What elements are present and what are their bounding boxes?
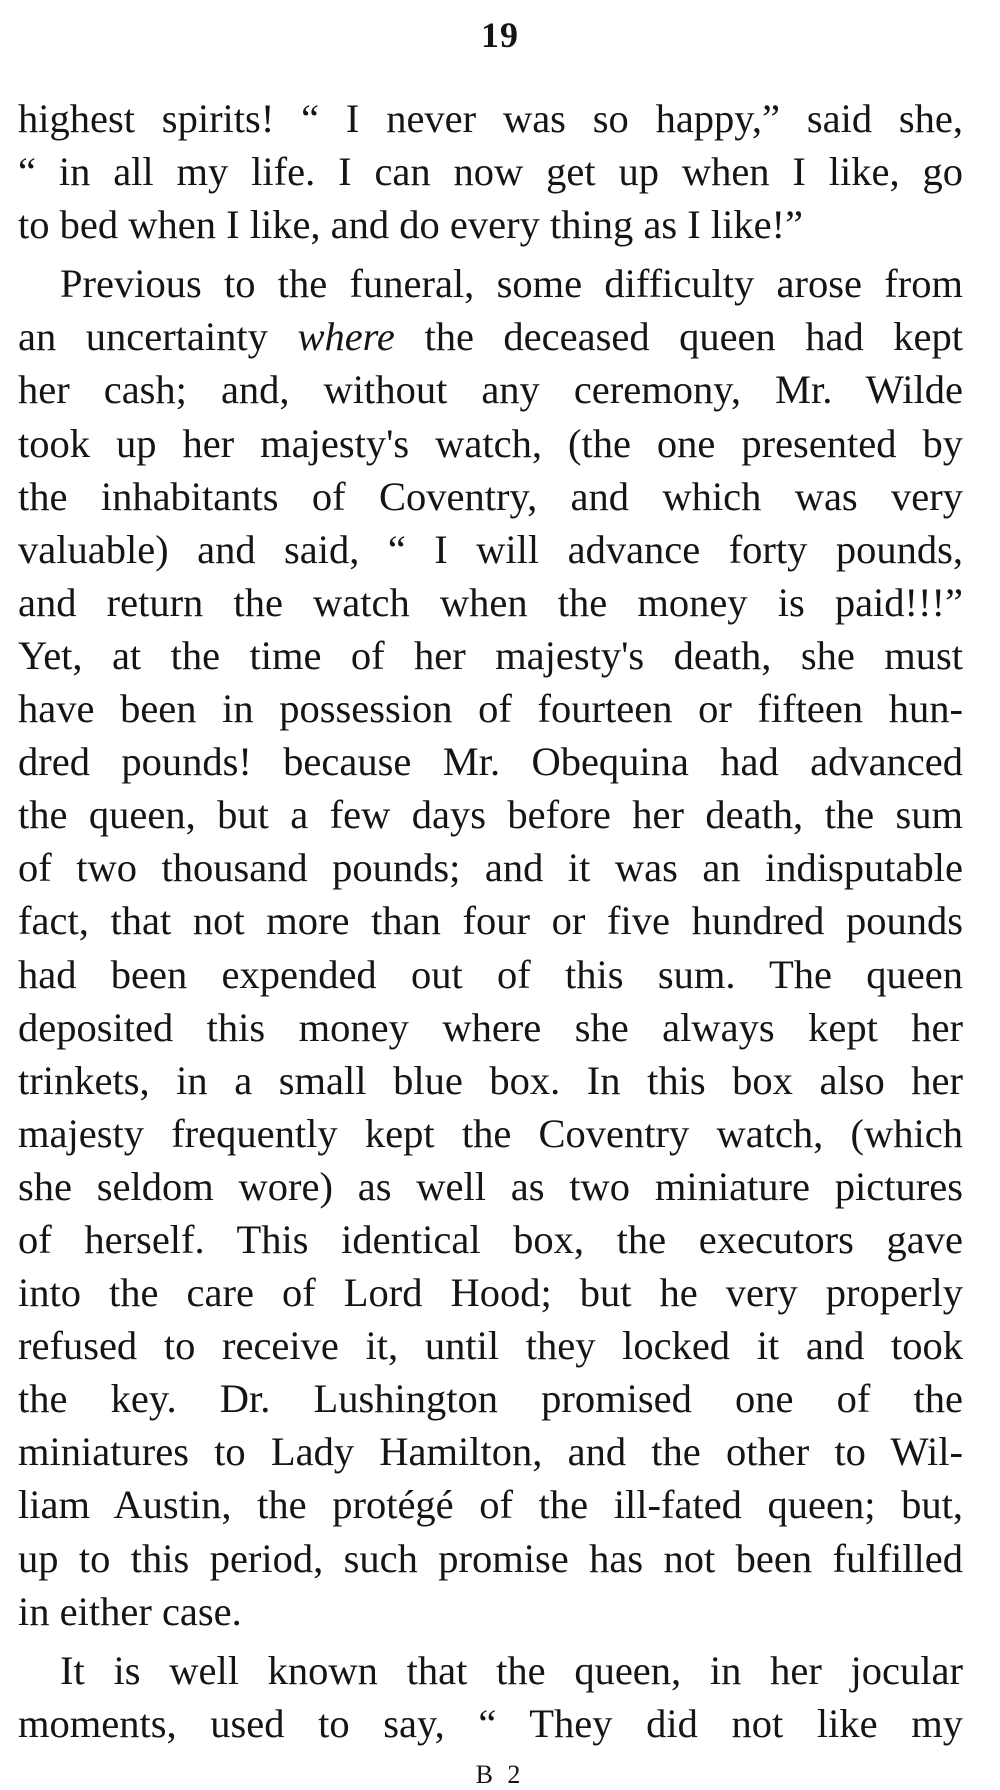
text-line: of herself. This identical box, the executors gave	[18, 1216, 963, 1262]
text-line: in either case.	[18, 1588, 242, 1634]
text-line: took up her majesty's watch, (the one presented by	[18, 420, 963, 466]
text-line: her cash; and, without any ceremony, Mr. Wilde	[18, 367, 963, 413]
text-line: refused to receive it, until they locked it and took	[18, 1323, 963, 1369]
text-line: had been expended out of this sum. The queen	[18, 951, 963, 997]
text-line: the queen, but a few days before her death, the sum	[18, 792, 963, 838]
text-line: Previous to the funeral, some difficulty arose from	[60, 261, 963, 307]
body-text	[18, 92, 963, 1750]
text-line: the inhabitants of Coventry, and which was very	[18, 473, 963, 519]
text-line: “ in all my life. I can now get up when I like, go	[18, 149, 963, 195]
text-line: liam Austin, the protégé of the ill-fated queen; but,	[18, 1482, 963, 1528]
text-line: dred pounds! because Mr. Obequina had advanced	[18, 739, 963, 785]
text-line: into the care of Lord Hood; but he very properly	[18, 1270, 963, 1316]
italic-word: where	[297, 314, 395, 360]
text-line: trinkets, in a small blue box. In this box also her	[18, 1057, 963, 1103]
text-segment: an uncertainty	[18, 314, 268, 360]
text-line	[18, 310, 963, 363]
text-line: and return the watch when the money is paid!!!”	[18, 579, 963, 625]
text-line: majesty frequently kept the Coventry watch, (which	[18, 1110, 963, 1156]
text-line: she seldom wore) as well as two miniature pictures	[18, 1163, 963, 1209]
text-line: It is well known that the queen, in her jocular	[60, 1647, 963, 1693]
page-number: 19	[481, 15, 519, 55]
text-line: valuable) and said, “ I will advance forty pounds,	[18, 526, 963, 572]
text-segment: the deceased queen had kept	[424, 314, 964, 360]
text-line: the key. Dr. Lushington promised one of the	[18, 1376, 963, 1422]
text-line: have been in possession of fourteen or fifteen hun-	[18, 686, 963, 732]
text-line: up to this period, such promise has not been fulfilled	[18, 1535, 963, 1581]
text-line: deposited this money where she always kept her	[18, 1004, 963, 1050]
signature-mark: B 2	[475, 1760, 525, 1789]
text-line: moments, used to say, “ They did not like my	[18, 1700, 963, 1746]
text-line: highest spirits! “ I never was so happy,” said she,	[18, 96, 963, 141]
text-line: of two thousand pounds; and it was an indisputable	[18, 845, 963, 891]
text-line: miniatures to Lady Hamilton, and the other to Wil-	[18, 1429, 963, 1475]
text-line: Yet, at the time of her majesty's death, she must	[18, 632, 963, 678]
text-line: to bed when I like, and do every thing as I like!”	[18, 202, 804, 248]
text-line: fact, that not more than four or five hundred pounds	[18, 898, 963, 944]
